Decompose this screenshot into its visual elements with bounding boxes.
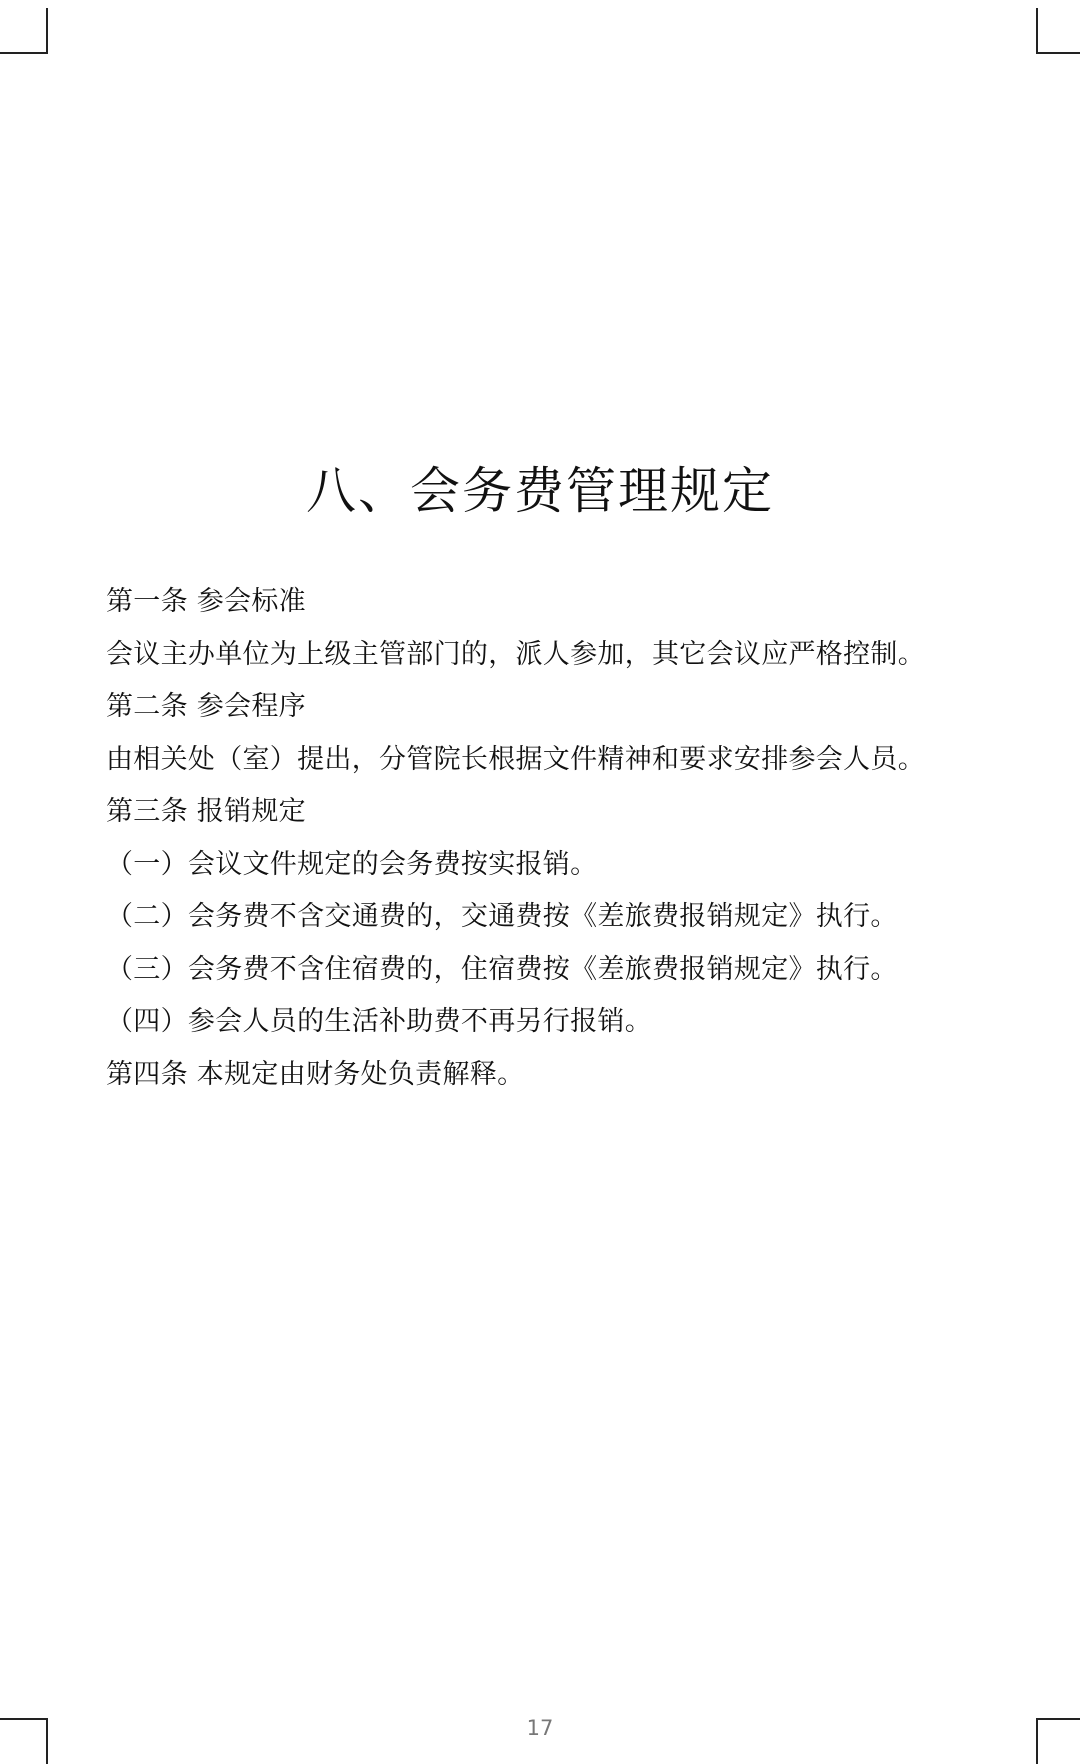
article-3-item-3: （三）会务费不含住宿费的，住宿费按《差旅费报销规定》执行。	[106, 953, 898, 985]
article-3-heading: 第三条 报销规定	[106, 796, 306, 827]
article-1-text: 会议主办单位为上级主管部门的，派人参加，其它会议应严格控制。	[106, 638, 925, 670]
crop-mark-top-left	[0, 8, 48, 54]
article-3-item-2: （二）会务费不含交通费的，交通费按《差旅费报销规定》执行。	[106, 901, 898, 932]
article-1-heading: 第一条 参会标准	[106, 586, 306, 617]
crop-mark-top-right	[1036, 8, 1080, 54]
page-title: 八、会务费管理规定	[306, 462, 774, 520]
article-2-heading: 第二条 参会程序	[106, 691, 306, 722]
document-body	[106, 576, 986, 1101]
article-3-item-4: （四）参会人员的生活补助费不再另行报销。	[106, 1006, 652, 1037]
article-3-item-1: （一）会议文件规定的会务费按实报销。	[106, 848, 598, 880]
article-4-text: 第四条 本规定由财务处负责解释。	[106, 1058, 525, 1090]
page-number: 17	[526, 1716, 554, 1740]
article-2-text: 由相关处（室）提出，分管院长根据文件精神和要求安排参会人员。	[106, 743, 925, 775]
